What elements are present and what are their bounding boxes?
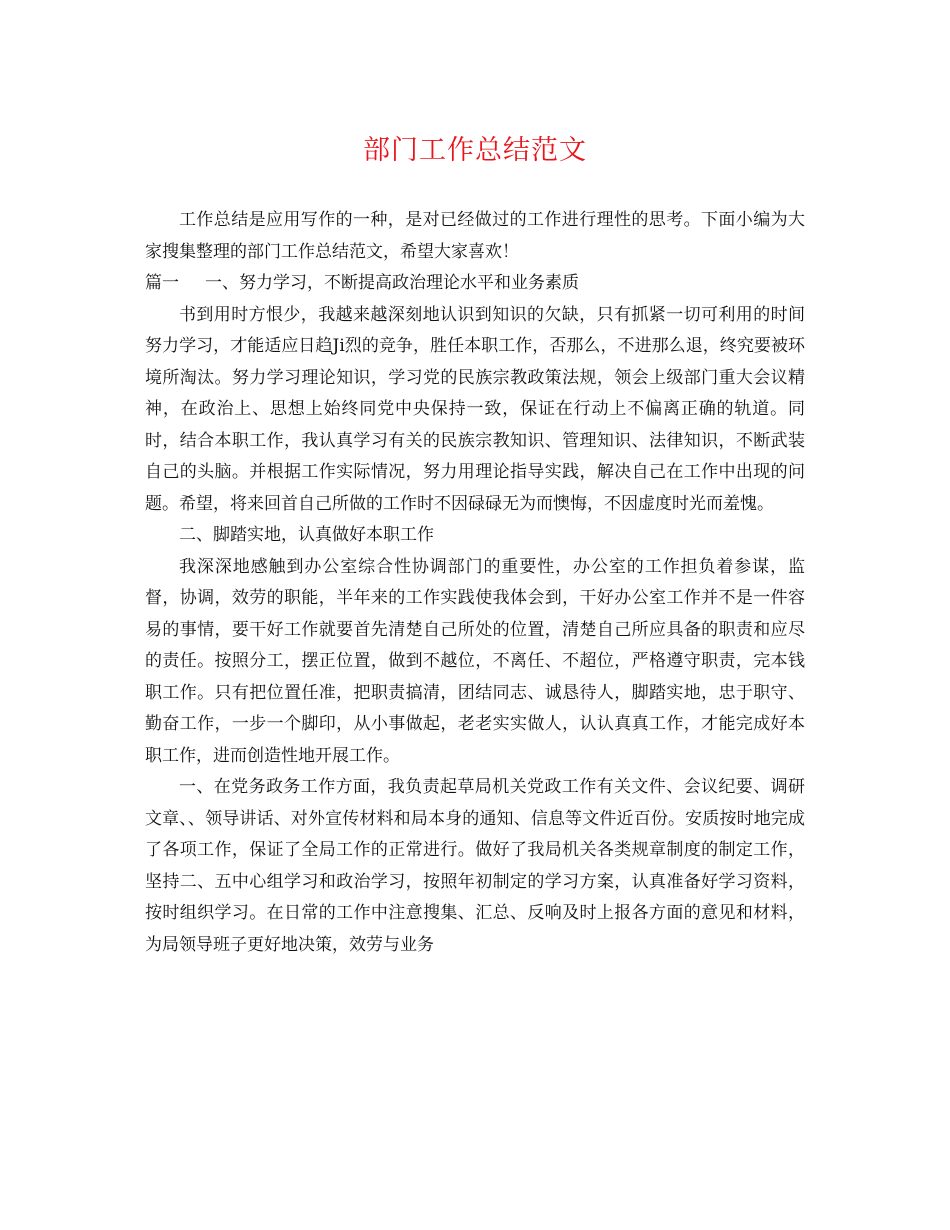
paragraph-3: 一、在党务政务工作方面，我负责起草局机关党政工作有关文件、会议纪要、调研文章、、领导讲话、对外宣传材料和局本身的通知、信息等文件近百份。安质按时地完成了各项工作，保证了全局工作的正常进行。做好了我局机关各类规章制度的制定工作，坚持二、五中心组学习和政治学习，按照年初制定的学习方案，认真准备好学习资料，按时组织学习。在日常的工作中注意搜集、汇总、反响及时上报各方面的意见和材料，为局领导班子更好地决策，效劳与业务 [145,777,805,955]
section-heading-line [145,268,805,300]
paragraph-1: 书到用时方恨少，我越来越深刻地认识到知识的欠缺，只有抓紧一切可利用的时间努力学习，才能适应日趋Ji烈的竞争，胜任本职工作，否那么，不进那么退，终究要被环境所淘汰。努力学习理论知识，学习党的民族宗教政策法规，领会上级部门重大会议精神，在政治上、思想上始终同党中央保持一致，保证在行动上不偏离正确的轨道。同时，结合本职工作，我认真学习有关的民族宗教知识、管理知识、法律知识，不断武装自己的头脑。并根据工作实际情况，努力用理论指导实践，解决自己在工作中出现的问题。希望，将来回首自己所做的工作时不因碌碌无为而懊悔，不因虚度时光而羞愧。 [145,304,805,514]
paragraph-2: 我深深地感触到办公室综合性协调部门的重要性，办公室的工作担负着参谋，监督，协调，效劳的职能，半年来的工作实践使我体会到，干好办公室工作并不是一件容易的事情，要干好工作就要首先清楚自己所处的位置，清楚自己所应具备的职责和应尽的责任。按照分工，摆正位置，做到不越位，不离任、不超位，严格遵守职责，完本钱职工作。只有把位置任准，把职责搞清，团结同志、诚恳待人，脚踏实地，忠于职守、勤奋工作，一步一个脚印，从小事做起，老老实实做人，认认真真工作，才能完成好本职工作，进而创造性地开展工作。 [145,556,805,766]
heading-2: 二、脚踏实地，认真做好本职工作 [179,525,434,545]
heading-1: 一、努力学习，不断提高政治理论水平和业务素质 [205,273,579,293]
section-label: 篇一 [145,273,179,293]
intro-paragraph: 工作总结是应用写作的一种，是对已经做过的工作进行理性的思考。下面小编为大家搜集整理的部门工作总结范文，希望大家喜欢！ [145,210,805,262]
page-title: 部门工作总结范文 [363,135,587,166]
document-body [145,205,805,961]
